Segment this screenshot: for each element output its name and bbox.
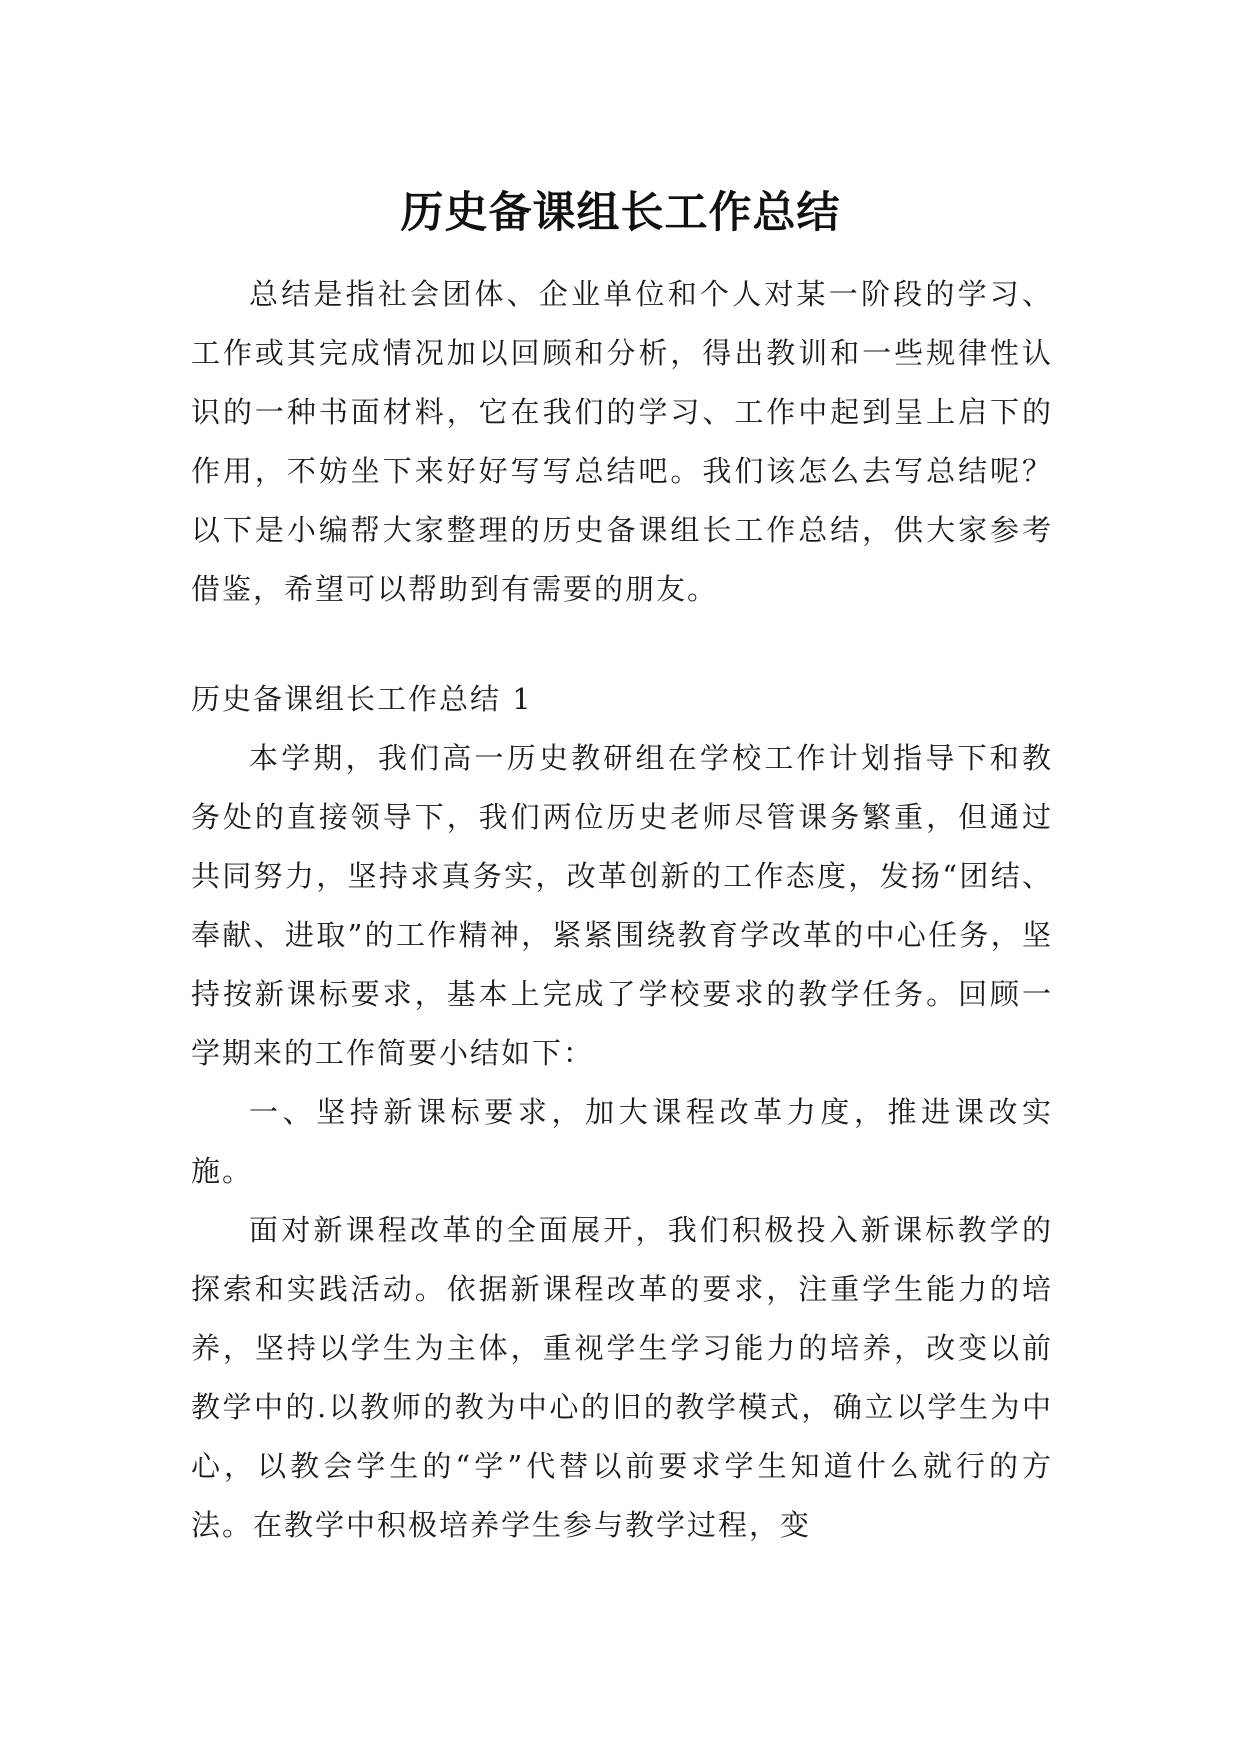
document-body <box>191 265 1053 1555</box>
intro-paragraph: 总结是指社会团体、企业单位和个人对某一阶段的学习、工作或其完成情况加以回顾和分析，得出教训和一些规律性认识的一种书面材料，它在我们的学习、工作中起到呈上启下的作用，不妨坐下来好好写写总结吧。我们该怎么去写总结呢？以下是小编帮大家整理的历史备课组长工作总结，供大家参考借鉴，希望可以帮助到有需要的朋友。 <box>191 277 1053 606</box>
body-paragraph-heading: 一、坚持新课标要求，加大课程改革力度，推进课改实施。 <box>191 1095 1053 1188</box>
section-heading: 历史备课组长工作总结 1 <box>191 682 533 716</box>
body-paragraph: 面对新课程改革的全面展开，我们积极投入新课标教学的探索和实践活动。依据新课程改革的要求，注重学生能力的培养，坚持以学生为主体，重视学生学习能力的培养，改变以前教学中的.以教师的教为中心的旧的教学模式，确立以学生为中心，以教会学生的“学”代替以前要求学生知道什么就行的方法。在教学中积极培养学生参与教学过程，变 <box>191 1213 1053 1542</box>
body-paragraph: 本学期，我们高一历史教研组在学校工作计划指导下和教务处的直接领导下，我们两位历史老师尽管课务繁重，但通过共同努力，坚持求真务实，改革创新的工作态度，发扬“团结、奉献、进取”的工作精神，紧紧围绕教育学改革的中心任务，坚持按新课标要求，基本上完成了学校要求的教学任务。回顾一学期来的工作简要小结如下： <box>191 741 1053 1070</box>
document-title: 历史备课组长工作总结 <box>400 187 841 238</box>
